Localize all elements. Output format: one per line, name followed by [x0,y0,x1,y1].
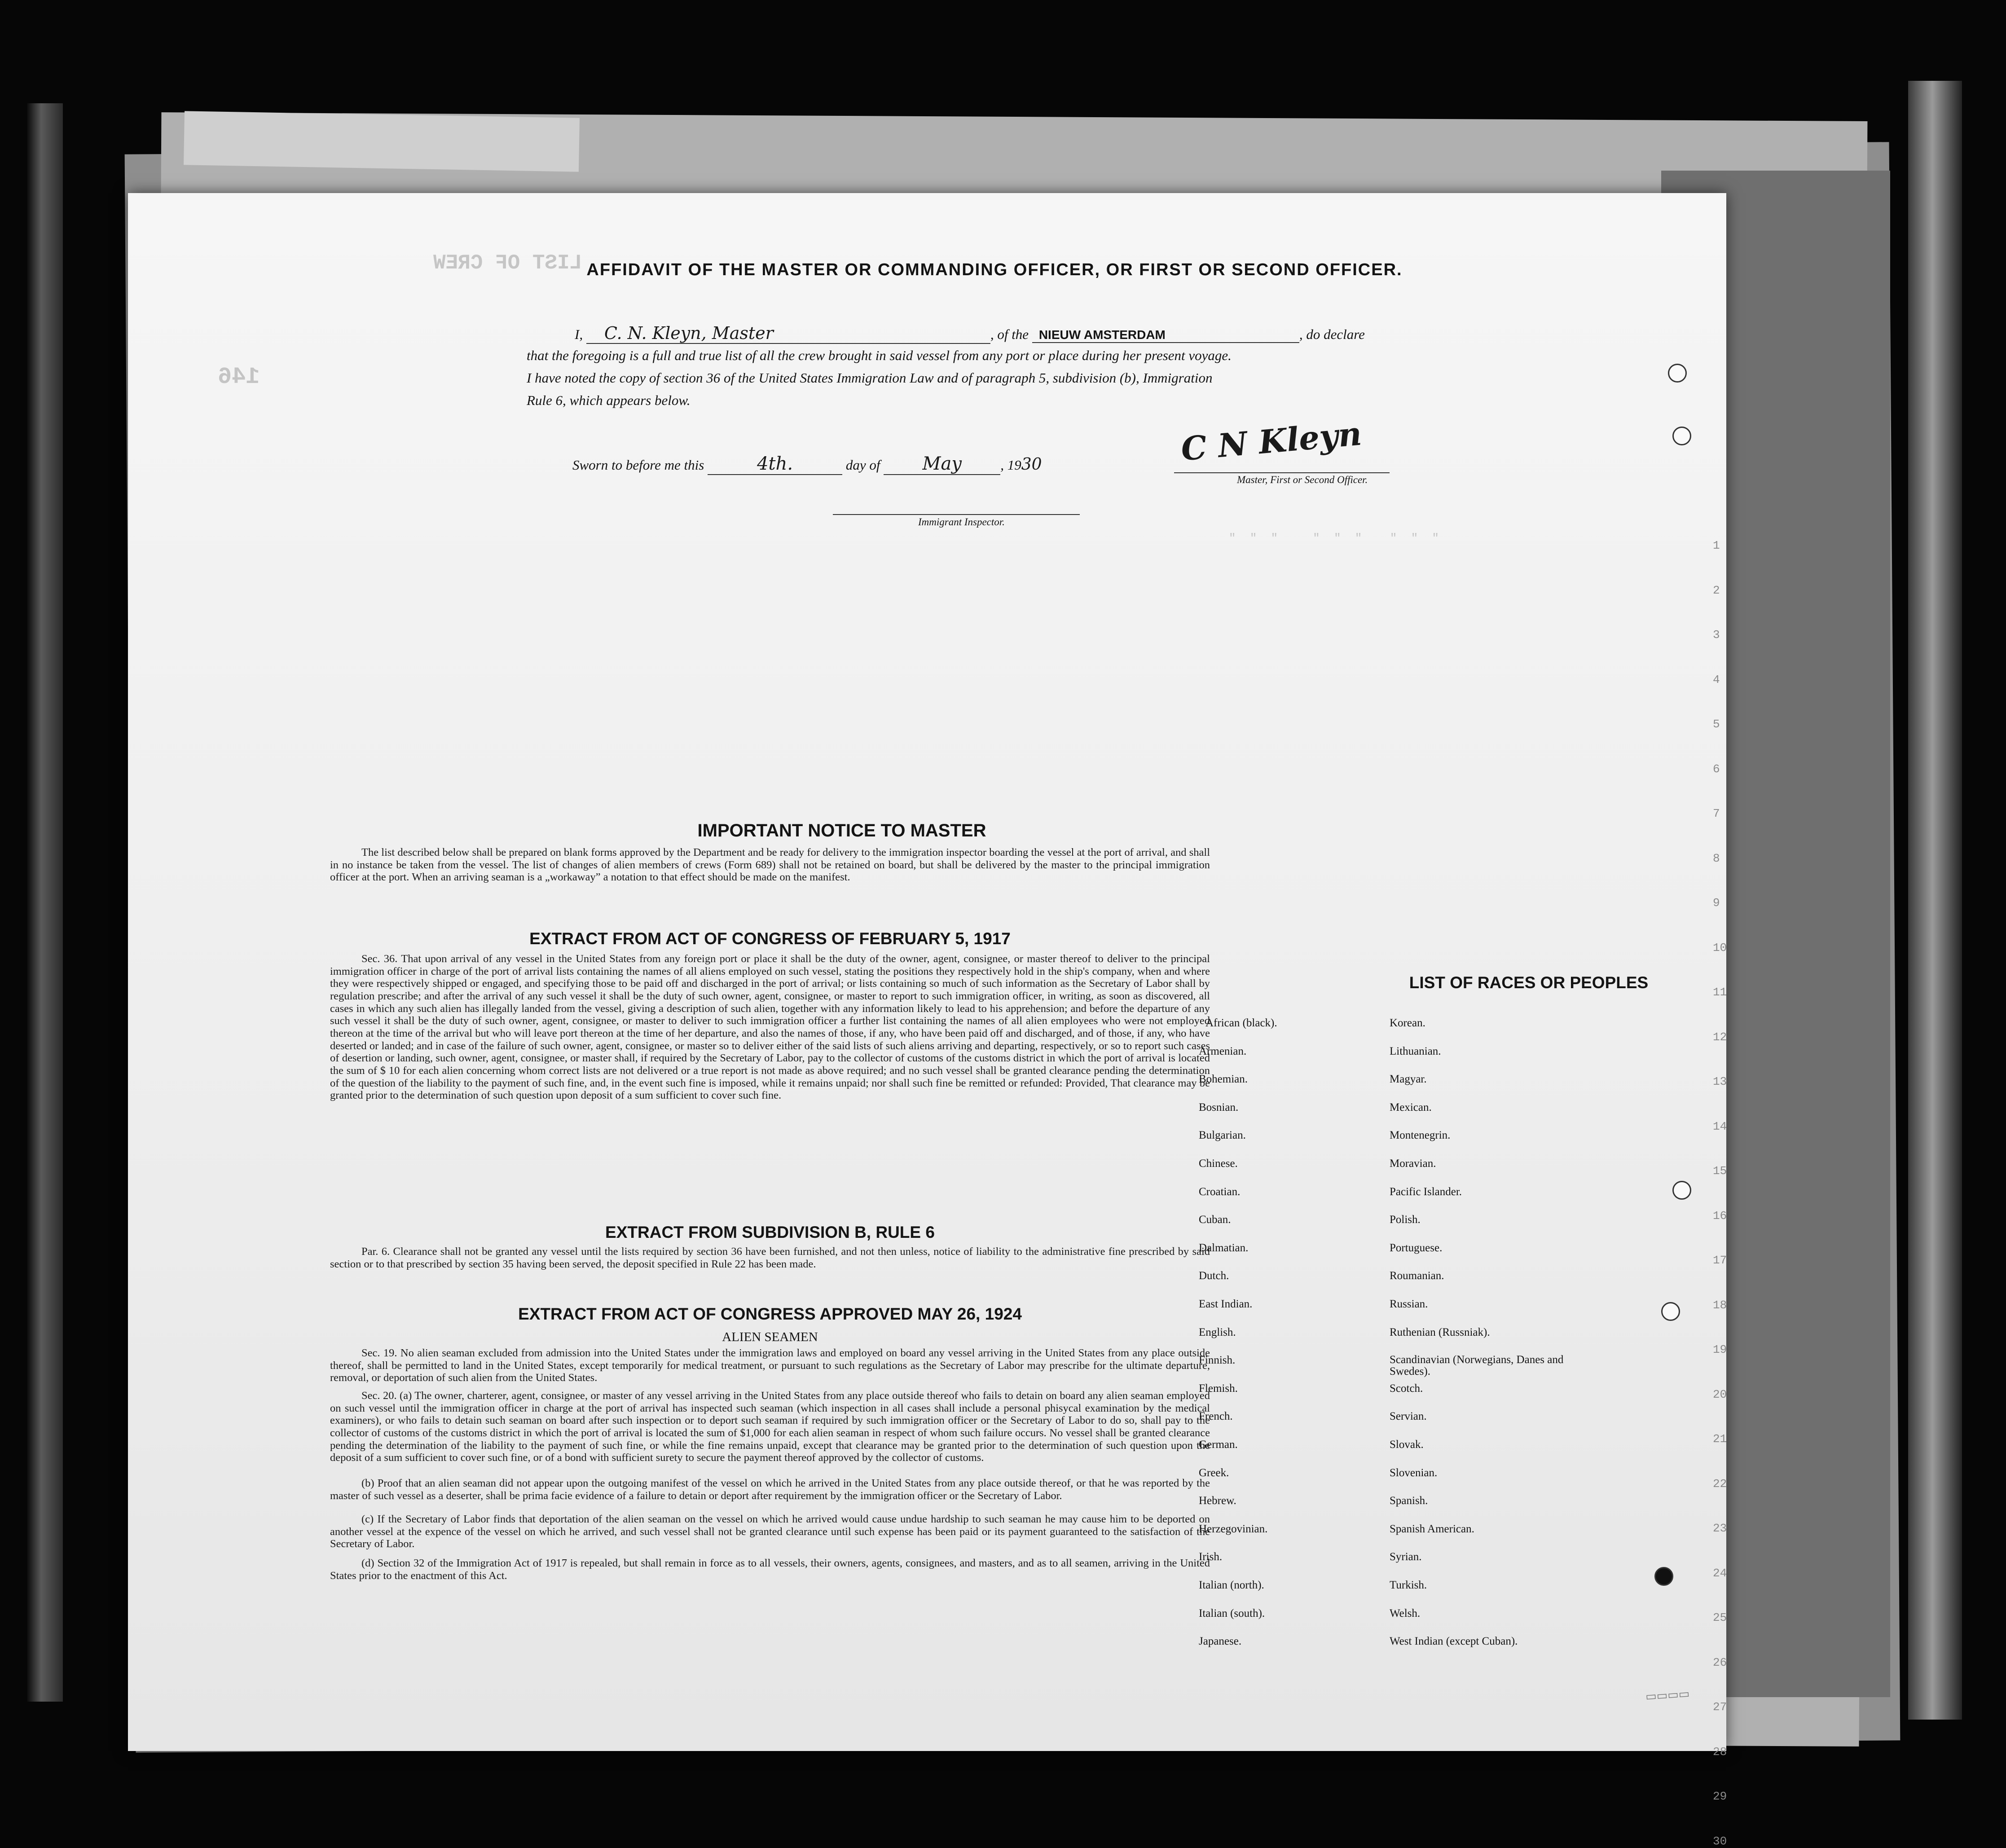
race-item: French. [1199,1410,1233,1423]
races-title: LIST OF RACES OR PEOPLES [1409,973,1649,992]
race-item: Flemish. [1199,1382,1238,1395]
sworn-day: 4th. [708,453,842,475]
vessel-name: NIEUW AMSTERDAM [1032,328,1299,343]
day-of-label: day of [845,457,880,473]
race-item: Scotch. [1390,1382,1423,1395]
binding-edge-right [1908,81,1962,1720]
act-1924-subtitle: ALIEN SEAMEN [722,1330,818,1344]
race-item: Chinese. [1199,1157,1238,1170]
bleed-through-row-number: 27 [1713,1700,1727,1714]
rule-6-body: Par. 6. Clearance shall not be granted any vessel until the lists required by section 36 have been furnished, and not then unless, notice of liability to the administrative fine prescribed by said section or to that prescribed by section 35 having been served, the deposit specified in Rule 22 has been made. [330,1245,1210,1270]
notice-title: IMPORTANT NOTICE TO MASTER [697,821,986,840]
race-item: Montenegrin. [1390,1129,1451,1142]
race-item: Cuban. [1199,1214,1231,1226]
act-1924-sec20c: (c) If the Secretary of Labor finds that deportation of the alien seaman on the vessel on which he arrived would cause undue hardship to such seaman he may cause him to be deported on another vessel at the expence of the vessel on which he arrived, and such vessel shall not be granted clearance until such expense has been paid or its payment guaranteed to the satisfaction of the Secretary of Labor. [330,1513,1210,1550]
race-item: Roumanian. [1390,1270,1444,1282]
punch-hole [1654,1567,1673,1586]
affidavit-line-4: Rule 6, which appears below. [527,392,691,408]
bleed-through-row-number: 16 [1713,1209,1727,1223]
inspector-caption: Immigrant Inspector. [918,516,1005,528]
bleed-through-row-number: 2 [1713,583,1720,597]
signature-line [1174,472,1390,473]
punch-hole [1661,1302,1680,1321]
bleed-through-row-number: 15 [1713,1164,1727,1178]
bleed-through-row-number: 6 [1713,762,1720,776]
race-item: English. [1199,1326,1236,1338]
bleed-through-row-number: 30 [1713,1834,1727,1848]
year-prefix: , 19 [1000,457,1021,473]
race-item: Pacific Islander. [1390,1185,1462,1198]
act-1924-sec19: Sec. 19. No alien seaman excluded from admission into the United States under the immigration laws and employed on board any vessel arriving in the United States from any place outside thereof, shall be permitted to land in the United States, except temporarily for medical treatment, or pursuant to such regulations as the Secretary of Labor may prescribe for the ultimate departure, removal, or deportation of such alien from the United States. [330,1347,1210,1384]
master-signature: C N Kleyn [1179,414,1364,468]
rule-6-title: EXTRACT FROM SUBDIVISION B, RULE 6 [605,1223,935,1241]
act-1917-body: Sec. 36. That upon arrival of any vessel in the United States from any foreign port or place it shall be the duty of the owner, agent, consignee, or master thereof to deliver to the principal immigration officer in charge of the port of arrival lists containing the names of all aliens employed on such vessel, stating the positions they respectively hold in the ship's company, when and where they were respectively shipped or engaged, and specifying those to be paid off and discharged in the port of arrival; or lists containing so much of such information as the Secretary of Labor shall by regulation prescribe; and after the arrival of any such vessel it shall be the duty of such owner, agent, consignee, or master to report to such immigration officer, in writing, as soon as discovered, all cases in which any such alien has illegally landed from the vessel, giving a description of such alien, together with any information likely to lead to his apprehension; and before the departure of any such vessel it shall be the duty of such owner, agent, consignee, or master to deliver to such immigration officer a further list containing the names of all alien employees who were not employed thereon at the time of the arrival but who will leave port thereon at the time of her departure, and also the names of those, if any, who have been paid off and discharged, and of those, if any, who have deserted or landed; and in case of the failure of such owner, agent, consignee, or master so to deliver either of the said lists of such aliens arriving and departing, respectively, or so to report such cases of desertion or landing, such owner, agent, consignee, or master shall, if required by the Secretary of Labor, pay to the collector of customs of the customs district in which the port of arrival is located the sum of $ 10 for each alien concerning whom correct lists are not delivered or a true report is not made as above required; and no such vessel shall be granted clearance pending the determination of the question of the liability to the payment of such fine, and, in the event such fine is imposed, while it remains unpaid; nor shall such fine be remitted or refunded: Provided, That clearance may be granted prior to the determination of such question upon deposit of a sum sufficient to cover such fine. [330,953,1210,1102]
sworn-prefix: Sworn to before me this [572,457,704,473]
notice-body: The list described below shall be prepared on blank forms approved by the Department and be ready for delivery to the immigration inspector boarding the vessel at the port of arrival, and shall in no instance be taken from the vessel. The list of changes of alien members of crews (Form 689) shall not be retained on board, but shall be delivered by the master to the principal immigration officer at the port. When an arriving seaman is a „workaway” a notation to that effect should be made on the manifest. [330,846,1210,884]
affidavit-prefix: I, [575,326,583,342]
bleed-through-rows: " " " " " " " " " [1228,532,1439,545]
sworn-year: 30 [1021,455,1042,474]
race-item: Servian. [1390,1410,1427,1423]
race-item: Bulgarian. [1199,1129,1246,1142]
race-item: Scandinavian (Norwegians, Danes and Swedes). [1390,1354,1564,1378]
bleed-through-row-number: 24 [1713,1566,1727,1580]
affidavit-line-2: that the foregoing is a full and true list of all the crew brought in said vessel from any port or place during her present voyage. [527,348,1232,363]
bleed-through-row-number: 8 [1713,851,1720,865]
bleed-through-row-number: 5 [1713,717,1720,731]
race-item: Japanese. [1199,1635,1242,1648]
back-page-tab [184,111,580,172]
affidavit-line-3: I have noted the copy of section 36 of the United States Immigration Law and of paragraph 5, subdivision (b), Immigration [527,370,1213,386]
race-item: Spanish. [1390,1495,1428,1507]
bleed-through-row-number: 7 [1713,807,1720,820]
race-item: Dalmatian. [1199,1241,1249,1254]
bleed-through-row-number: 23 [1713,1522,1727,1535]
affidavit-sheet [128,193,1727,1848]
stamp-mark: ▭▭▭▭ [1645,1686,1690,1703]
bleed-through-row-number: 25 [1713,1611,1727,1624]
race-item: Irish. [1199,1551,1223,1563]
race-item: Dutch. [1199,1270,1229,1282]
signature-caption: Master, First or Second Officer. [1237,474,1368,485]
bleed-through-row-number: 1 [1713,539,1720,552]
race-item: Bosnian. [1199,1101,1239,1113]
race-item: Russian. [1390,1298,1428,1310]
affidavit-line-1 [575,323,1365,344]
bleed-through-row-number: 18 [1713,1298,1727,1312]
race-item: Hebrew. [1199,1495,1236,1507]
bleed-through-row-number: 4 [1713,673,1720,686]
race-item: Lithuanian. [1390,1045,1441,1057]
bleed-through-row-number: 12 [1713,1030,1727,1044]
punch-hole [1672,427,1691,445]
race-item: German. [1199,1439,1238,1451]
bleed-through-row-number: 19 [1713,1343,1727,1356]
sworn-line [572,453,1042,475]
master-name: C. N. Kleyn, Master [586,323,990,344]
act-1924-sec20d: (d) Section 32 of the Immigration Act of 1917 is repealed, but shall remain in force as to all vessels, their owners, agents, consignees, and masters, and as to all seamen, arriving in the United States prior to the enactment of this Act. [330,1557,1210,1582]
race-item: Greek. [1199,1466,1229,1479]
of-the-label: , of the [990,326,1029,342]
sworn-month: May [884,453,1000,475]
race-item: African (black). [1205,1017,1277,1029]
affidavit-title: AFFIDAVIT OF THE MASTER OR COMMANDING OFFICER, OR FIRST OR SECOND OFFICER. [586,260,1403,279]
act-1917-title: EXTRACT FROM ACT OF CONGRESS OF FEBRUARY 5, 1917 [529,929,1011,948]
race-item: Polish. [1390,1214,1421,1226]
race-item: Finnish. [1199,1354,1236,1367]
binding-edge-left [27,103,63,1702]
race-item: Mexican. [1390,1101,1432,1113]
race-item: Welsh. [1390,1607,1421,1619]
race-item: Turkish. [1390,1579,1427,1591]
bleed-through-row-number: 11 [1713,986,1727,999]
race-item: Spanish American. [1390,1522,1474,1535]
race-item: East Indian. [1199,1298,1253,1310]
race-item: Italian (south). [1199,1607,1265,1619]
bleed-through-header: LIST OF CREW [433,251,582,275]
inspector-line [833,514,1080,515]
race-item: Ruthenian (Russniak). [1390,1326,1490,1338]
bleed-through-row-number: 14 [1713,1119,1727,1133]
bleed-through-row-number: 26 [1713,1655,1727,1669]
race-item: Herzegovinian. [1199,1522,1268,1535]
act-1924-sec20b: (b) Proof that an alien seaman did not appear upon the outgoing manifest of the vessel on which he arrived in the United States from any place outside thereof, or that he was reported by the master of such vessel as a deserter, shall be prima facie evidence of a failure to detain or deport after requirement by the immigration officer or the Secretary of Labor. [330,1477,1210,1502]
declare-label: , do declare [1299,326,1365,342]
bleed-through-row-number: 21 [1713,1432,1727,1446]
race-item: Portuguese. [1390,1241,1443,1254]
act-1924-sec20a: Sec. 20. (a) The owner, charterer, agent, consignee, or master of any vessel arriving in the United States from any place outside thereof who fails to detain on board any alien seaman employed on such vessel until the immigration officer in charge at the port of arrival has inspected such seaman (which inspection in all cases shall include a personal phisycal examination by the medical examiners), or who fails to detain such seaman on board after such inspection or to deport such seaman if required by such immigration officer or the Secretary of Labor to do so, shall pay to the collector of customs of the customs district in which the port of arrival is located the sum of $1,000 for each alien seaman in respect of whom such failure occurs. No vessel shall be granted clearance pending the determination of the liability to the payment of such fine, or while the fine remains unpaid, except that clearance may be granted prior to the determination of such question upon the deposit of a sum sufficient to cover such fine, or of a bond with sufficient surety to secure the payment thereof approved by the collector of customs. [330,1390,1210,1464]
race-item: Bohemian. [1199,1073,1248,1086]
race-item: Slovenian. [1390,1466,1438,1479]
race-item: West Indian (except Cuban). [1390,1635,1518,1648]
bleed-through-row-number: 9 [1713,896,1720,910]
bleed-through-row-number: 28 [1713,1745,1727,1759]
bleed-through-row-number: 3 [1713,628,1720,642]
punch-hole [1672,1181,1691,1200]
bleed-through-row-number: 10 [1713,941,1727,955]
race-item: Armenian. [1199,1045,1247,1057]
bleed-through-row-number: 20 [1713,1387,1727,1401]
race-item: Croatian. [1199,1185,1241,1198]
bleed-through-row-number: 29 [1713,1790,1727,1803]
act-1924-title: EXTRACT FROM ACT OF CONGRESS APPROVED MAY 26, 1924 [518,1305,1022,1323]
race-item: Slovak. [1390,1439,1424,1451]
race-item: Italian (north). [1199,1579,1264,1591]
bleed-through-row-number: 22 [1713,1477,1727,1491]
race-item: Korean. [1390,1017,1425,1029]
bleed-through-number: 146 [218,364,260,390]
race-item: Syrian. [1390,1551,1422,1563]
race-item: Moravian. [1390,1157,1436,1170]
bleed-through-row-number: 17 [1713,1254,1727,1267]
punch-hole [1668,364,1687,383]
bleed-through-row-number: 13 [1713,1075,1727,1088]
race-item: Magyar. [1390,1073,1427,1086]
